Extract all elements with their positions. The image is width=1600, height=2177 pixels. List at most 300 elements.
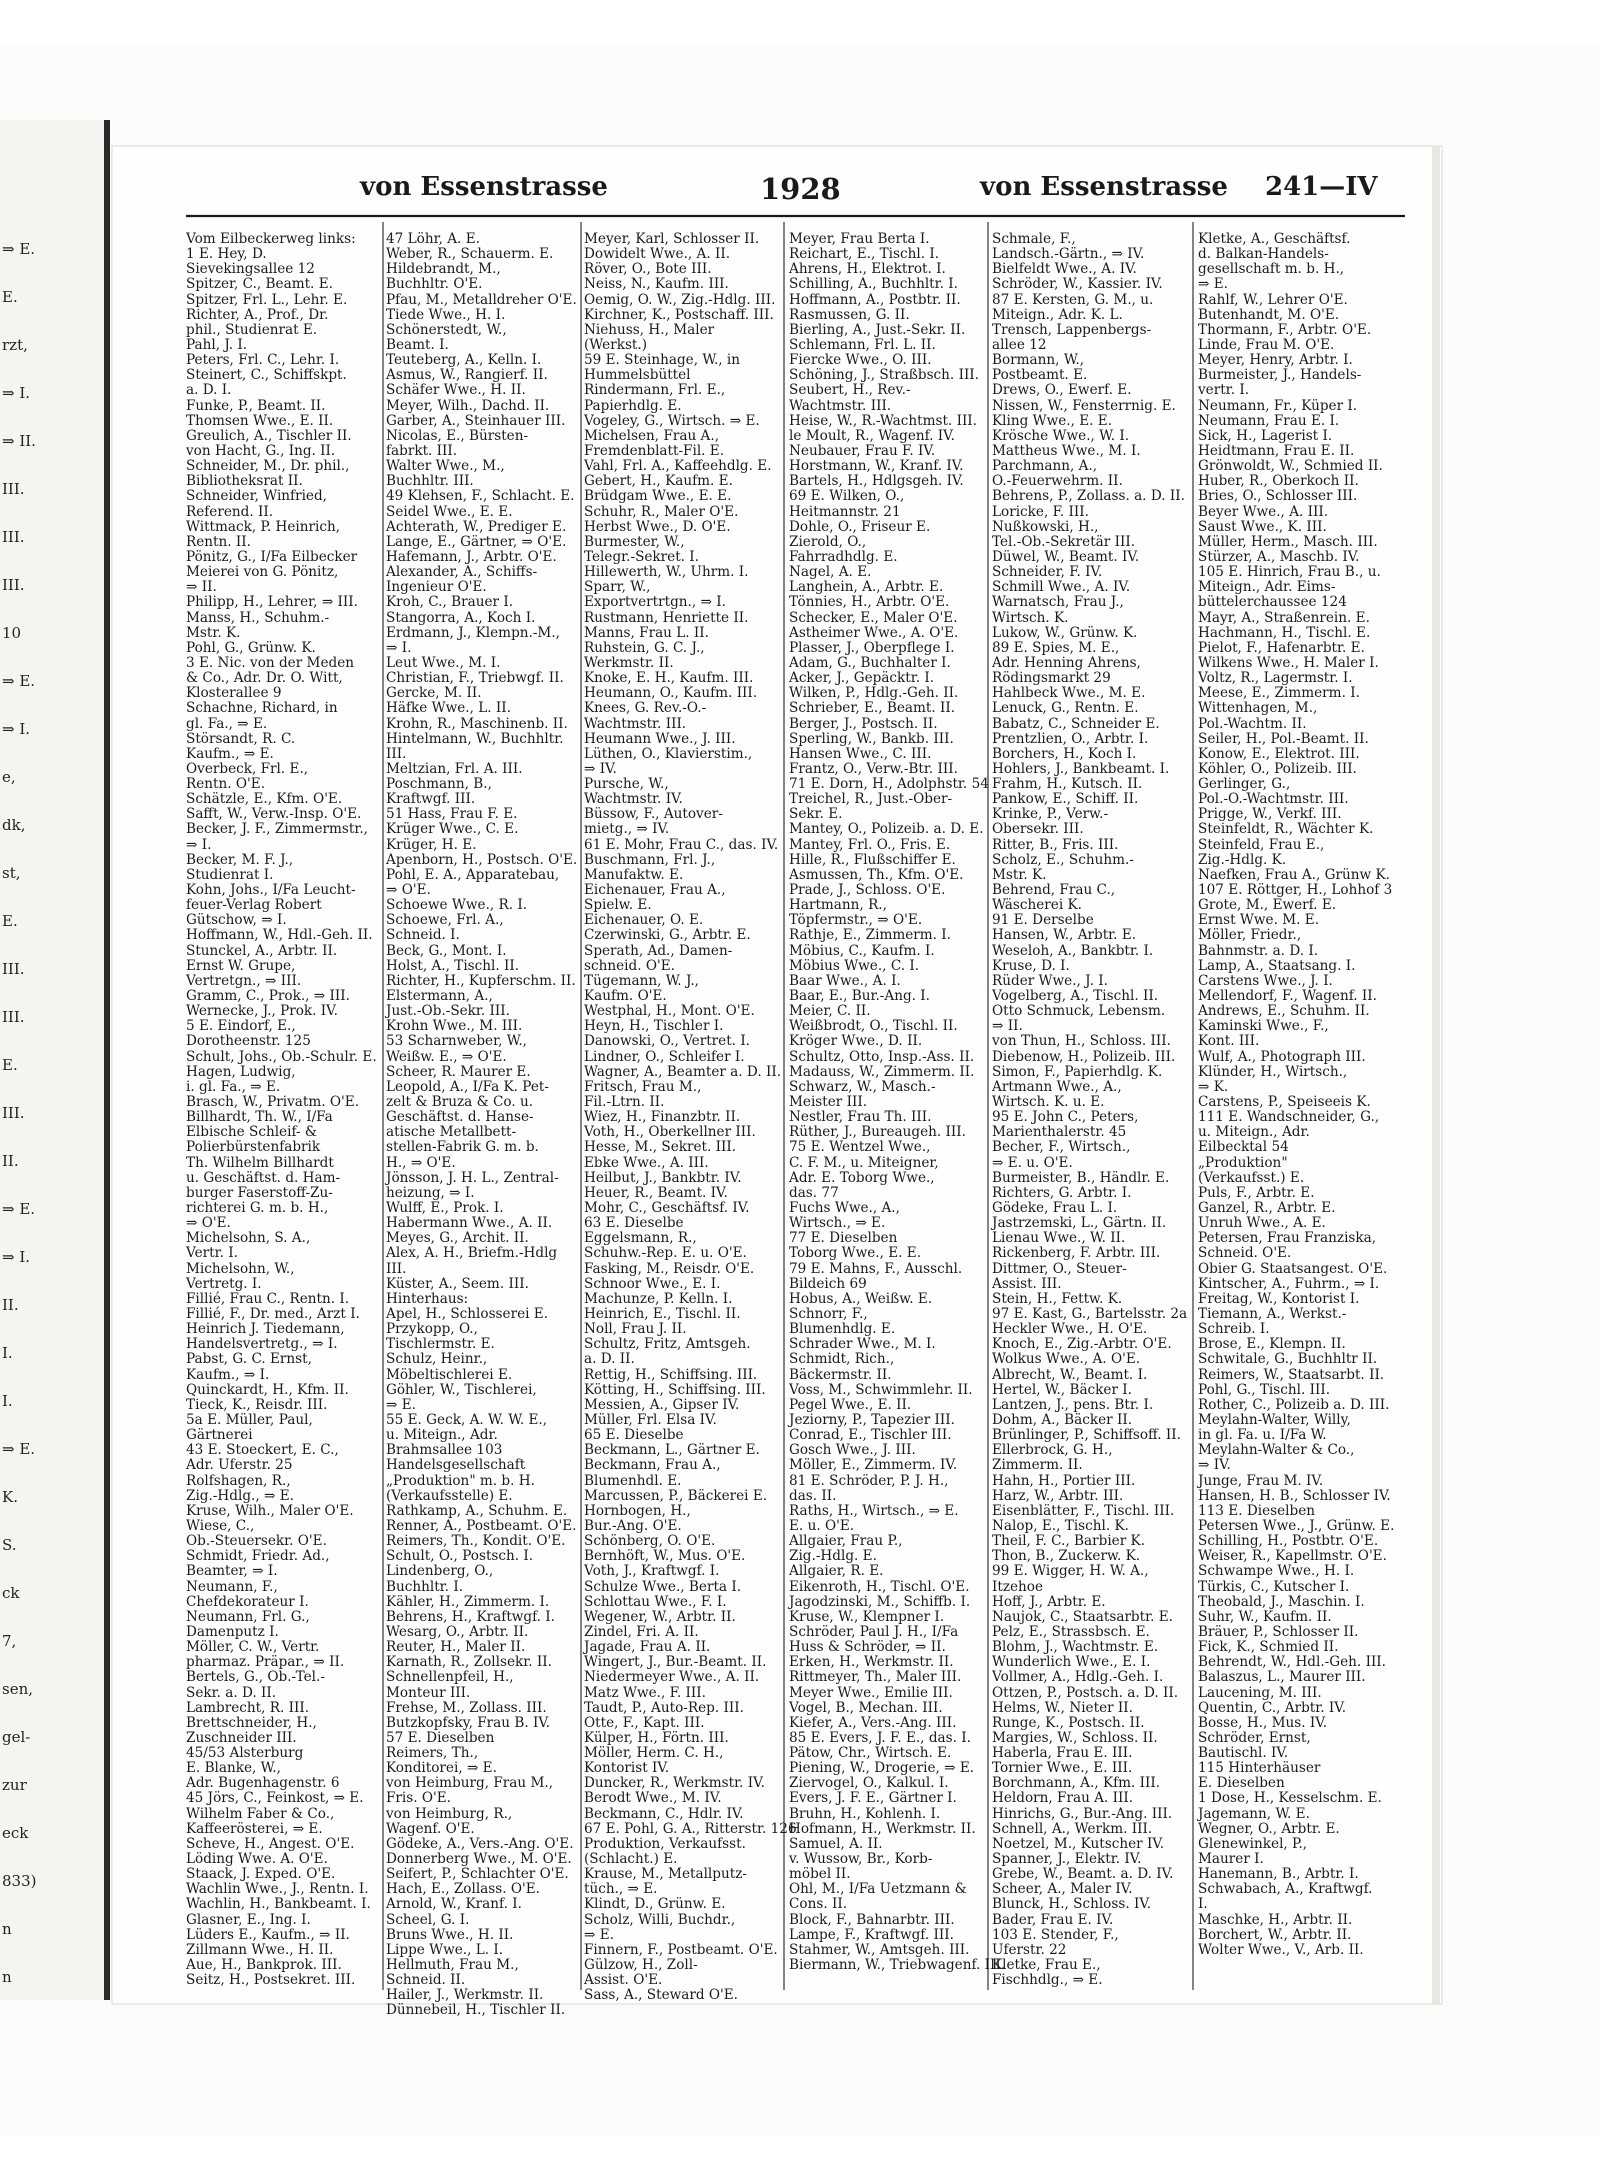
directory-entry: Thomsen Wwe., E. II.: [186, 412, 334, 429]
directory-entry: Kruse, Wilh., Maler O'E.: [186, 1502, 354, 1519]
directory-entry: Heldorn, Frau A. III.: [992, 1790, 1134, 1807]
directory-entry: Ernst Wwe. M. E.: [1198, 912, 1320, 929]
directory-entry: Vogeley, G., Wirtsch. ⇒ E.: [584, 412, 760, 429]
directory-entry: Berodt Wwe., M. IV.: [584, 1790, 722, 1807]
directory-entry: Stunckel, A., Arbtr. II.: [186, 942, 338, 959]
directory-entry: 1 Dose, H., Kesselschm. E.: [1198, 1790, 1382, 1807]
directory-entry: Greulich, A., Tischler II.: [186, 427, 352, 444]
directory-entry: Th. Wilhelm Billhardt: [186, 1154, 334, 1171]
directory-entry: Thormann, F., Arbtr. O'E.: [1198, 321, 1372, 338]
directory-entry: Samuel, A. II.: [789, 1835, 883, 1852]
directory-entry: Schätzle, E., Kfm. O'E.: [186, 791, 343, 808]
directory-entry: Bierling, A., Just.-Sekr. II.: [789, 321, 966, 338]
directory-entry: Konditorei, ⇒ E.: [386, 1760, 497, 1777]
directory-entry: Machunze, P. Kelln. I.: [584, 1290, 733, 1307]
directory-entry: Stangorra, A., Koch I.: [386, 609, 536, 626]
directory-entry: 79 E. Mahns, F., Ausschl.: [789, 1260, 963, 1277]
directory-entry: Nicolas, E., Bürsten-: [386, 427, 529, 444]
directory-entry: Bielfeldt Wwe., A. IV.: [992, 261, 1137, 278]
directory-entry: Lüders E., Kaufm., ⇒ II.: [186, 1926, 350, 1943]
directory-entry: Sperling, W., Bankb. III.: [789, 730, 954, 747]
directory-entry: Rettig, H., Schiffsing. III.: [584, 1366, 758, 1383]
directory-entry: Wachtmstr. III.: [584, 715, 687, 732]
directory-entry: Neubauer, Frau F. IV.: [789, 442, 936, 459]
directory-entry: ⇒ E. u. O'E.: [992, 1154, 1073, 1171]
directory-entry: Bautischl. IV.: [1198, 1745, 1289, 1762]
directory-entry: Zuschneider III.: [186, 1729, 297, 1746]
directory-entry: Hanemann, B., Arbtr. I.: [1198, 1866, 1359, 1883]
directory-entry: Konow, E., Elektrot. III.: [1198, 745, 1360, 762]
directory-entry: Lantzen, J., pens. Btr. I.: [992, 1396, 1154, 1413]
directory-entry: Buschmann, Frl. J.,: [584, 851, 716, 868]
directory-entry: Vogelberg, A., Tischl. II.: [992, 988, 1159, 1005]
directory-entry: Heyn, H., Tischler I.: [584, 1018, 724, 1035]
directory-entry: Overbeck, Frl. E.,: [186, 760, 309, 777]
directory-entry: Assist. O'E.: [584, 1972, 663, 1989]
directory-entry: phil., Studienrat E.: [186, 321, 318, 338]
directory-entry: Rasmussen, G. II.: [789, 306, 910, 323]
directory-entry: Hoff, J., Arbtr. E.: [992, 1593, 1106, 1610]
directory-entry: Voltz, R., Lagermstr. I.: [1198, 670, 1353, 687]
directory-entry: Gercke, M. II.: [386, 685, 482, 702]
directory-entry: Tügemann, W. J.,: [584, 972, 699, 989]
directory-entry: Hille, R., Flußschiffer E.: [789, 851, 956, 868]
directory-entry: Häfke Wwe., L. II.: [386, 700, 511, 717]
directory-entry: Billhardt, Th. W., I/Fa: [186, 1109, 333, 1126]
directory-entry: Möbius, C., Kaufm. I.: [789, 942, 935, 959]
directory-entry: Weseloh, A., Bankbtr. I.: [992, 942, 1154, 959]
directory-entry: Manss, H., Schuhm.-: [186, 609, 330, 626]
directory-entry: Wilhelm Faber & Co.,: [186, 1805, 335, 1822]
directory-entry: Rüder Wwe., J. I.: [992, 972, 1108, 989]
directory-entry: Heidtmann, Frau E. II.: [1198, 442, 1355, 459]
directory-entry: Schmidt, Rich.,: [789, 1351, 895, 1368]
directory-entry: Möller, Herm. C. H.,: [584, 1745, 724, 1762]
directory-entry: Köhler, O., Polizeib. III.: [1198, 760, 1357, 777]
facing-page-margin: [0, 120, 108, 2000]
directory-entry: Toborg Wwe., E. E.: [789, 1245, 922, 1262]
directory-entry: 91 E. Derselbe: [992, 912, 1094, 929]
directory-entry: Gramm, C., Prok., ⇒ III.: [186, 988, 350, 1005]
directory-entry: Möller, Friedr.,: [1198, 927, 1302, 944]
margin-fragment: 833): [2, 1872, 37, 1890]
directory-entry: Sekr. E.: [789, 806, 843, 823]
directory-entry: (Verkaufsstelle) E.: [386, 1487, 513, 1504]
margin-fragment: ck: [2, 1584, 20, 1602]
margin-fragment: ⇒ I.: [2, 384, 31, 402]
margin-fragment: rzt,: [2, 336, 28, 354]
directory-entry: büttelerchaussee 124: [1198, 594, 1347, 611]
directory-entry: Wagner, A., Beamter a. D. II.: [584, 1063, 782, 1080]
directory-entry: Pohl, G., Tischl. III.: [1198, 1381, 1331, 1398]
directory-entry: von Hacht, G., Ing. II.: [186, 442, 336, 459]
directory-entry: Pursche, W.,: [584, 776, 669, 793]
directory-entry: Quinckardt, H., Kfm. II.: [186, 1381, 349, 1398]
directory-entry: Fahrradhdlg. E.: [789, 548, 898, 565]
directory-entry: Möller, E., Zimmerm. IV.: [789, 1457, 958, 1474]
directory-entry: Dohm, A., Bäcker II.: [992, 1411, 1133, 1428]
directory-entry: 51 Hass, Frau F. E.: [386, 806, 518, 823]
directory-entry: Kaufm., ⇒ E.: [186, 745, 274, 762]
directory-entry: Bormann, W.,: [992, 352, 1085, 369]
directory-entry: Brose, E., Klempn. II.: [1198, 1336, 1346, 1353]
directory-entry: Hohlers, J., Bankbeamt. I.: [992, 760, 1170, 777]
directory-entry: Kletke, Frau E.,: [992, 1957, 1101, 1974]
directory-entry: Lampe, F., Kraftwgf. III.: [789, 1926, 954, 1943]
directory-entry: Herbst Wwe., D. O'E.: [584, 518, 731, 535]
directory-entry: I.: [1198, 1896, 1208, 1913]
directory-entry: Tiemann, A., Werkst.-: [1198, 1305, 1347, 1322]
directory-entry: Staack, J. Exped. O'E.: [186, 1866, 336, 1883]
directory-entry: Babatz, C., Schneider E.: [992, 715, 1160, 732]
directory-entry: Tönnies, H., Arbtr. O'E.: [789, 594, 950, 611]
directory-entry: burger Faserstoff-Zu-: [186, 1184, 333, 1201]
directory-entry: Pfau, M., Metalldreher O'E.: [386, 291, 577, 308]
directory-column-1: [186, 232, 379, 1992]
directory-entry: Lippe Wwe., L. I.: [386, 1941, 504, 1958]
directory-entry: Borchmann, A., Kfm. III.: [992, 1775, 1161, 1792]
directory-entry: Schröder, W., Kassier. IV.: [992, 276, 1163, 293]
directory-entry: Rödingsmarkt 29: [992, 670, 1111, 687]
directory-entry: Wunderlich Wwe., E. I.: [992, 1654, 1151, 1671]
margin-fragment: n: [2, 1968, 12, 1986]
directory-entry: feuer-Verlag Robert: [186, 897, 322, 914]
directory-entry: Hellmuth, Frau M.,: [386, 1957, 519, 1974]
margin-fragment: III.: [2, 1104, 25, 1122]
directory-entry: Lange, E., Gärtner, ⇒ O'E.: [386, 533, 567, 550]
directory-entry: ⇒ II.: [992, 1018, 1023, 1035]
directory-entry: Schönberg, O. O'E.: [584, 1533, 716, 1550]
directory-entry: Büssow, F., Autover-: [584, 806, 723, 823]
directory-entry: ⇒ O'E.: [186, 1215, 231, 1232]
directory-entry: 5 E. Eindorf, E.,: [186, 1018, 296, 1035]
margin-fragment: E.: [2, 288, 18, 306]
directory-entry: Cons. II.: [789, 1896, 848, 1913]
directory-entry: Spielw. E.: [584, 897, 652, 914]
directory-entry: Beckmann, C., Hdlr. IV.: [584, 1805, 744, 1822]
directory-entry: Lindner, O., Schleifer I.: [584, 1048, 745, 1065]
directory-entry: Heitmannstr. 21: [789, 503, 901, 520]
directory-entry: Zig.-Hdlg., ⇒ E.: [186, 1487, 294, 1504]
directory-entry: Seitz, H., Postsekret. III.: [186, 1972, 356, 1989]
directory-entry: Kling Wwe., E. E.: [992, 412, 1113, 429]
directory-entry: Produktion, Verkaufsst.: [584, 1835, 746, 1852]
directory-entry: Jeziorny, P., Tapezier III.: [789, 1411, 955, 1428]
directory-entry: Weber, R., Schauerm. E.: [386, 246, 554, 263]
directory-entry: Heumann, O., Kaufm. III.: [584, 685, 758, 702]
directory-entry: Piening, W., Drogerie, ⇒ E.: [789, 1760, 975, 1777]
directory-entry: Lukow, W., Grünw. K.: [992, 624, 1138, 641]
directory-entry: Mellendorf, F., Wagenf. II.: [1198, 988, 1377, 1005]
directory-entry: E. u. O'E.: [789, 1517, 855, 1534]
directory-entry: Stein, H., Fettw. K.: [992, 1290, 1123, 1307]
directory-entry: Blumenhdl. E.: [584, 1472, 682, 1489]
directory-entry: Matz Wwe., F. III.: [584, 1684, 706, 1701]
directory-entry: allee 12: [992, 336, 1047, 353]
directory-entry: von Thun, H., Schloss. III.: [992, 1033, 1171, 1050]
directory-entry: Seifert, P., Schlachter O'E.: [386, 1866, 569, 1883]
directory-entry: mietg., ⇒ IV.: [584, 821, 670, 838]
directory-entry: Schröder, Ernst,: [1198, 1729, 1311, 1746]
directory-entry: Schneid. I.: [386, 927, 460, 944]
directory-entry: Michelsohn, W.,: [186, 1260, 295, 1277]
directory-entry: Apel, H., Schlosserei E.: [386, 1305, 549, 1322]
directory-entry: 59 E. Steinhage, W., in: [584, 352, 741, 369]
directory-entry: Meese, E., Zimmerm. I.: [1198, 685, 1360, 702]
directory-entry: Fremdenblatt-Fil. E.: [584, 442, 725, 459]
directory-entry: 87 E. Kersten, G. M., u.: [992, 291, 1154, 308]
directory-entry: Aue, H., Bankprok. III.: [186, 1957, 342, 1974]
directory-entry: Jagade, Frau A. II.: [584, 1639, 711, 1656]
directory-entry: Diebenow, H., Polizeib. III.: [992, 1048, 1176, 1065]
directory-entry: pharmaz. Präpar., ⇒ II.: [186, 1654, 345, 1671]
directory-entry: C. F. M., u. Miteigner,: [789, 1154, 939, 1171]
directory-entry: Astheimer Wwe., A. O'E.: [789, 624, 959, 641]
directory-entry: Glenewinkel, P.,: [1198, 1835, 1308, 1852]
directory-entry: le Moult, R., Wagenf. IV.: [789, 427, 955, 444]
directory-entry: Meylahn-Walter & Co.,: [1198, 1442, 1355, 1459]
directory-entry: Frehse, M., Zollass. III.: [386, 1699, 547, 1716]
directory-entry: Puls, F., Arbtr. E.: [1198, 1184, 1315, 1201]
directory-entry: Schönerstedt, W.,: [386, 321, 507, 338]
directory-entry: Wittenhagen, M.,: [1198, 700, 1318, 717]
directory-entry: Wiez, H., Finanzbtr. II.: [584, 1109, 741, 1126]
directory-entry: Schwabach, A., Kraftwgf.: [1198, 1881, 1373, 1898]
directory-entry: Neumann, Frau E. I.: [1198, 412, 1340, 429]
directory-entry: Rother, C., Polizeib a. D. III.: [1198, 1396, 1390, 1413]
directory-entry: 47 Löhr, A. E.: [386, 231, 480, 247]
directory-entry: Schecker, E., Maler O'E.: [789, 609, 958, 626]
directory-entry: Wilken, P., Hdlg.-Geh. II.: [789, 685, 959, 702]
margin-fragment: 7,: [2, 1632, 17, 1650]
directory-entry: Runge, K., Postsch. II.: [992, 1714, 1145, 1731]
directory-entry: Beamt. I.: [386, 336, 449, 353]
directory-entry: Bräuer, P., Schlosser II.: [1198, 1623, 1359, 1640]
directory-entry: Damenputz I.: [186, 1623, 279, 1640]
directory-entry: Schneid. II.: [386, 1972, 466, 1989]
directory-entry: Christian, F., Triebwgf. II.: [386, 670, 564, 687]
directory-entry: Rindermann, Frl. E.,: [584, 382, 726, 399]
directory-entry: Krinke, P., Verw.-: [992, 806, 1109, 823]
directory-entry: Horstmann, W., Kranf. IV.: [789, 458, 964, 475]
header-left-title: von Essenstrasse: [360, 172, 608, 202]
directory-entry: Zierold, O.,: [789, 533, 867, 550]
page-header: [120, 172, 1405, 212]
directory-entry: Loricke, F. III.: [992, 503, 1089, 520]
directory-entry: ⇒ I.: [186, 836, 212, 853]
directory-entry: Vollmer, A., Hdlg.-Geh. I.: [992, 1669, 1164, 1686]
directory-entry: Behrendt, W., Hdl.-Geh. III.: [1198, 1654, 1387, 1671]
directory-entry: Apenborn, H., Postsch. O'E.: [386, 851, 578, 868]
directory-entry: Neumann, Fr., Küper I.: [1198, 397, 1358, 414]
directory-entry: Simon, F., Papierhdlg. K.: [992, 1063, 1163, 1080]
directory-entry: Schultz, Fritz, Amtsgeh.: [584, 1336, 751, 1353]
directory-entry: Jagodzinski, M., Schiffb. I.: [789, 1593, 971, 1610]
directory-entry: Göhler, W., Tischlerei,: [386, 1381, 537, 1398]
directory-entry: Bruhn, H., Kohlenh. I.: [789, 1805, 941, 1822]
directory-entry: Kaufm. O'E.: [584, 988, 667, 1005]
directory-entry: Otte, F., Kapt. III.: [584, 1714, 705, 1731]
directory-entry: Manns, Frau L. II.: [584, 624, 709, 641]
directory-entry: Nalop, E., Tischl. K.: [992, 1517, 1129, 1534]
directory-entry: Hartmann, R.,: [789, 897, 887, 914]
directory-entry: Langhein, A., Arbtr. E.: [789, 579, 944, 596]
directory-entry: Lamp, A., Staatsang. I.: [1198, 957, 1356, 974]
directory-entry: Möbius Wwe., C. I.: [789, 957, 920, 974]
directory-entry: Adam, G., Buchhalter I.: [789, 654, 951, 671]
margin-fragment: K.: [2, 1488, 18, 1506]
directory-entry: Rüther, J., Bureaugeh. III.: [789, 1124, 966, 1141]
directory-entry: Scheve, H., Angest. O'E.: [186, 1835, 355, 1852]
directory-entry: Fick, K., Schmied II.: [1198, 1639, 1339, 1656]
directory-entry: a. D. I.: [186, 382, 232, 399]
directory-entry: Jagemann, W. E.: [1198, 1805, 1310, 1822]
directory-entry: Blohm, J., Wachtmstr. E.: [992, 1639, 1159, 1656]
directory-entry: Hach, E., Zollass. O'E.: [386, 1881, 541, 1898]
directory-entry: Adr. Uferstr. 25: [186, 1457, 293, 1474]
directory-entry: Dittmer, O., Steuer-: [992, 1260, 1127, 1277]
directory-entry: Pätow, Chr., Wirtsch. E.: [789, 1745, 952, 1762]
directory-entry: Beyer Wwe., A. III.: [1198, 503, 1329, 520]
directory-entry: Handelsgesellschaft: [386, 1457, 526, 1474]
directory-entry: Schuhw.-Rep. E. u. O'E.: [584, 1245, 747, 1262]
directory-entry: Butzkopfsky, Frau B. IV.: [386, 1714, 551, 1731]
directory-entry: Gödeke, A., Vers.-Ang. O'E.: [386, 1835, 574, 1852]
directory-entry: Alex, A. H., Briefm.-Hdlg: [386, 1245, 558, 1262]
directory-entry: Nissen, W., Fensterrnig. E.: [992, 397, 1176, 414]
directory-entry: ⇒ O'E.: [386, 882, 431, 899]
directory-entry: Chefdekorateur I.: [186, 1593, 309, 1610]
directory-entry: ⇒ II.: [186, 579, 217, 596]
directory-entry: Zig.-Hdlg. E.: [789, 1548, 877, 1565]
directory-entry: (Schlacht.) E.: [584, 1851, 678, 1868]
directory-entry: Czerwinski, G., Arbtr. E.: [584, 927, 751, 944]
directory-entry: Papierhdlg. E.: [584, 397, 682, 414]
directory-entry: Fil.-Ltrn. II.: [584, 1094, 665, 1111]
directory-entry: Spitzer, C., Beamt. E.: [186, 276, 333, 293]
directory-entry: Michelsohn, S. A.,: [186, 1230, 311, 1247]
directory-entry: Lambrecht, R. III.: [186, 1699, 310, 1716]
directory-entry: Rittmeyer, Th., Maler III.: [789, 1669, 962, 1686]
directory-entry: 95 E. John C., Peters,: [992, 1109, 1139, 1126]
directory-entry: Rentn. II.: [186, 533, 251, 550]
directory-entry: Voth, H., Oberkellner III.: [584, 1124, 756, 1141]
directory-entry: Schuhr, R., Maler O'E.: [584, 503, 739, 520]
directory-entry: Just.-Ob.-Sekr. III.: [386, 1003, 510, 1020]
directory-entry: Pönitz, G., I/Fa Eilbecker: [186, 548, 358, 565]
directory-entry: Walter Wwe., M.,: [386, 458, 505, 475]
directory-entry: Gütschow, ⇒ I.: [186, 912, 287, 929]
margin-fragment: III.: [2, 960, 25, 978]
directory-entry: Sekr. a. D. II.: [186, 1684, 277, 1701]
directory-entry: Wulff, E., Prok. I.: [386, 1200, 504, 1216]
directory-entry: Buchhltr. III.: [386, 473, 474, 490]
directory-entry: 3 E. Nic. von der Meden: [186, 654, 355, 671]
directory-entry: Grote, M., Ewerf. E.: [1198, 897, 1337, 914]
directory-entry: Hagen, Ludwig,: [186, 1063, 296, 1080]
directory-entry: Kötting, H., Schiffsing. III.: [584, 1381, 766, 1398]
directory-entry: Krüger Wwe., C. E.: [386, 821, 519, 838]
directory-entry: Lenuck, G., Rentn. E.: [992, 700, 1139, 717]
directory-entry: Pabst, G. C. Ernst,: [186, 1351, 312, 1368]
directory-entry: Dorotheenstr. 125: [186, 1033, 311, 1050]
directory-entry: Block, F., Bahnarbtr. III.: [789, 1911, 955, 1928]
directory-entry: Schmale, F.,: [992, 231, 1076, 247]
directory-entry: Röver, O., Bote III.: [584, 261, 712, 278]
directory-entry: Studienrat I.: [186, 866, 274, 883]
directory-entry: Tieck, K., Reisdr. III.: [186, 1396, 328, 1413]
directory-entry: Fischhdlg., ⇒ E.: [992, 1972, 1103, 1989]
margin-fragment: ⇒ E.: [2, 1440, 36, 1458]
directory-entry: Kohn, Johs., I/Fa Leucht-: [186, 882, 356, 899]
directory-entry: Achterath, W., Prediger E.: [386, 518, 567, 535]
directory-entry: Mantey, O., Polizeib. a. D. E.: [789, 821, 984, 838]
directory-entry: Balaszus, L., Maurer III.: [1198, 1669, 1366, 1686]
margin-fragment: dk,: [2, 816, 26, 834]
directory-entry: 113 E. Dieselben: [1198, 1502, 1315, 1519]
directory-entry: Fillié, F., Dr. med., Arzt I.: [186, 1305, 360, 1322]
directory-entry: Dünnebeil, H., Tischler II.: [386, 2002, 566, 2019]
directory-entry: Kiefer, A., Vers.-Ang. III.: [789, 1714, 957, 1731]
directory-entry: tüch., ⇒ E.: [584, 1881, 658, 1898]
margin-fragment: n: [2, 1920, 12, 1938]
directory-entry: Tornier Wwe., E. III.: [992, 1760, 1133, 1777]
directory-entry: möbel II.: [789, 1866, 851, 1883]
directory-entry: Fris. O'E.: [386, 1790, 452, 1807]
directory-entry: Noll, Frau J. II.: [584, 1321, 687, 1338]
directory-entry: Helms, W., Nieter II.: [992, 1699, 1133, 1716]
directory-entry: 1 E. Hey, D.: [186, 246, 267, 263]
directory-entry: Mattheus Wwe., M. I.: [992, 442, 1141, 459]
directory-entry: Heckler Wwe., H. O'E.: [992, 1321, 1148, 1338]
margin-fragment: I.: [2, 1344, 13, 1362]
directory-entry: Bur.-Ang. O'E.: [584, 1517, 682, 1534]
directory-entry: 55 E. Geck, A. W. W. E.,: [386, 1411, 548, 1428]
directory-entry: E. Dieselben: [1198, 1775, 1285, 1792]
directory-entry: Schwitale, G., Buchhltr II.: [1198, 1351, 1378, 1368]
directory-entry: Fiercke Wwe., O. III.: [789, 352, 932, 369]
directory-entry: Referend. II.: [186, 503, 274, 520]
directory-entry: Messien, A., Gipser IV.: [584, 1396, 740, 1413]
directory-entry: Schröder, Paul J. H., I/Fa: [789, 1623, 959, 1640]
directory-entry: Andrews, E., Schuhm. II.: [1198, 1003, 1370, 1020]
directory-entry: Huber, R., Oberkoch II.: [1198, 473, 1359, 490]
directory-entry: Schoewe, Frl. A.,: [386, 912, 504, 929]
directory-entry: Raths, H., Wirtsch., ⇒ E.: [789, 1502, 959, 1519]
directory-entry: Fritsch, Frau M.,: [584, 1078, 702, 1095]
directory-entry: Otto Schmuck, Lebensm.: [992, 1003, 1166, 1020]
margin-fragment: ⇒ I.: [2, 1248, 31, 1266]
directory-entry: Obersekr. III.: [992, 821, 1084, 838]
directory-entry: schneid. O'E.: [584, 957, 675, 974]
directory-entry: Krüger, H. E.: [386, 836, 477, 853]
directory-entry: Suhr, W., Kaufm. II.: [1198, 1608, 1332, 1625]
directory-entry: Schmidt, Friedr. Ad.,: [186, 1548, 330, 1565]
directory-entry: Eisenblätter, F., Tischl. III.: [992, 1502, 1175, 1519]
directory-entry: Tischlermstr. E.: [386, 1336, 495, 1353]
directory-entry: Meier, C. II.: [789, 1003, 871, 1020]
directory-entry: Hailer, J., Werkmstr. II.: [386, 1987, 544, 2004]
margin-fragment: gel-: [2, 1728, 31, 1746]
directory-entry: Miteign., Adr. Eims-: [1198, 579, 1336, 596]
directory-entry: Adr. Bugenhagenstr. 6: [186, 1775, 340, 1792]
directory-entry: Hildebrandt, M.,: [386, 261, 501, 278]
directory-entry: Weißbrodt, O., Tischl. II.: [789, 1018, 958, 1035]
directory-entry: Mantey, Frl. O., Fris. E.: [789, 836, 951, 853]
directory-entry: Biermann, W., Triebwagenf. III.: [789, 1957, 1006, 1974]
directory-entry: Möller, C. W., Vertr.: [186, 1639, 320, 1656]
directory-entry: Hinterhaus:: [386, 1290, 469, 1307]
